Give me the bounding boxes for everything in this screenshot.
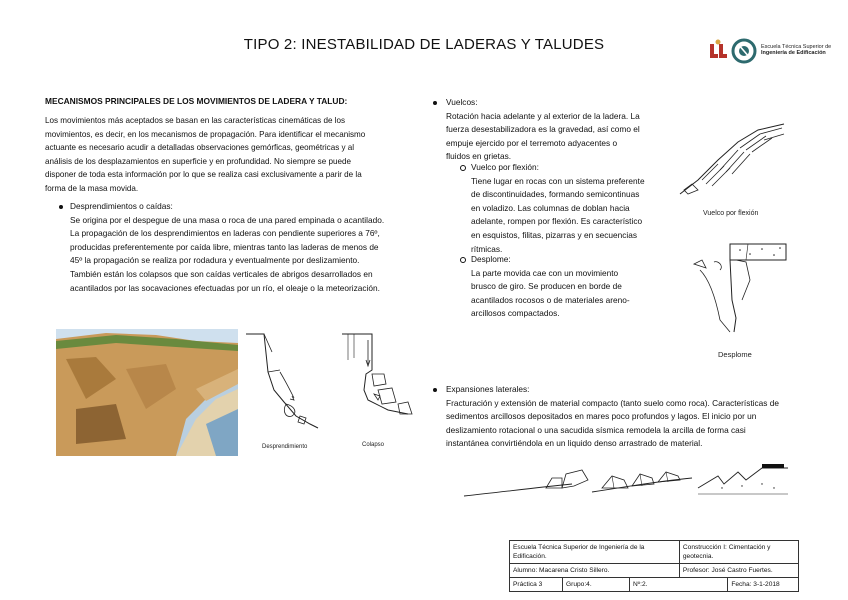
vuelco-flexion-title: Vuelco por flexión: [471,162,539,172]
vuelco-flexion-line: adelante, rompen por flexión. Es característico [471,216,643,227]
vuelco-flexion-diagram [678,120,788,200]
expansiones-title: Expansiones laterales: [446,384,530,394]
intro-line: Los movimientos más aceptados se basan en las características cinemáticas de los [45,116,346,125]
caption-vuelco: Vuelco por flexión [703,210,759,217]
vuelcos-line: empuje ejercido por el terremoto adyacentes o [446,137,618,148]
expansiones-line: Fracturación y extensión de material compacto (tanto suelo como roca). Características de [446,397,779,408]
desplome-title: Desplome: [471,254,511,264]
desprendimientos-line: La propagación de los desprendimientos en laderas con pendiente superiores a 76º, [70,228,380,239]
university-seal-icon [706,36,758,66]
expansiones-block [446,383,816,451]
vuelcos-block [446,96,678,164]
desplome-diagram [690,240,790,340]
vuelco-flexion-line: de discontinuidades, formando semicontinuas [471,189,640,200]
bullet-icon [59,205,63,209]
intro-line: actuante es necesario acudir a detalladas observaciones gemórficas, geométricas y al [45,143,355,152]
sub-bullet-icon [460,165,466,171]
footer-course: Construcción I: Cimentación y geotecnia. [679,541,798,564]
intro-line: disponer de toda esta información por lo que se realiza casi exclusivamente a parir de la [45,170,362,179]
footer-table [509,540,799,592]
desprendimientos-line: acantilados por las socavaciones efectuadas por un río, el oleaje o la meteorización. [70,282,380,293]
footer-school: Escuela Técnica Superior de Ingeniería de la Edificación. [510,541,680,564]
logo-text-line2: Ingeniería de Edificación [761,50,826,56]
footer-student: Alumno: Macarena Cristo Sillero. [510,564,680,578]
vuelco-flexion-line: en voladizo. Las columnas de doblan hacia [471,202,630,213]
desplome-line: brusco de giro. Se producen en borde de [471,281,622,292]
desplome-line: arcillosos compactados. [471,308,560,319]
vuelcos-line: fluidos en grietas. [446,151,512,162]
footer-group: Grupo:4. [563,578,630,592]
intro-paragraph [45,114,405,195]
school-logo [706,36,832,66]
desprendimientos-line: producidas preferentemente por caída libre, mientras tanto las laderas de menos de [70,241,379,252]
intro-line: forma de la masa movida. [45,183,139,193]
vuelco-flexion-block [471,161,676,256]
cliff-photo [56,329,238,456]
vuelco-flexion-line: Tiene lugar en rocas con un sistema preferente [471,175,645,186]
footer-number: Nº:2. [630,578,728,592]
vuelco-flexion-line: rítmicas. [471,243,503,254]
footer-date: Fecha: 3-1-2018 [728,578,799,592]
logo-text-line1: Escuela Técnica Superior de [761,44,832,50]
caption-desprendimiento: Desprendimiento [262,444,308,450]
desplome-block [471,253,676,321]
desprendimientos-line: 45º la propagación se realiza por rodadura y eventualmente por deslizamiento. [70,255,360,266]
bullet-icon [433,388,437,392]
sub-bullet-icon [460,257,466,263]
caption-desplome: Desplome [718,350,752,359]
footer-practice: Práctica 3 [510,578,563,592]
desprendimientos-block [70,200,415,295]
expansiones-line: deslizamiento rotacional o una sacudida sísmica remodela la arcilla de forma casi [446,424,746,435]
bullet-icon [433,101,437,105]
expansion-diagram [462,458,792,504]
desprendimiento-diagram [244,332,324,442]
desprendimientos-line: También están los colapsos que son caídas verticales de abrigos desarrollados en [70,268,373,279]
desplome-line: acantilados rocosos o de materiales areno- [471,294,630,305]
caption-colapso: Colapso [362,442,385,448]
desplome-line: La parte movida cae con un movimiento [471,267,619,278]
vuelcos-title: Vuelcos: [446,97,478,107]
vuelcos-line: Rotación hacia adelante y al exterior de la ladera. La [446,110,640,121]
vuelco-flexion-line: en esquistos, filitas, pizarras y en secuencias [471,229,638,240]
colapso-diagram [338,330,418,440]
vuelcos-line: fuerza desestabilizadora es la gravedad, así como el [446,124,640,135]
expansiones-line: sedimentos arcillosos depositados en mares poco profundos y lagos. El inicio por un [446,411,757,422]
intro-line: movimientos, es decir, en los mecanismos de propagación. Para identificar el mecanismo [45,129,366,139]
desprendimientos-line: Se origina por el despegue de una masa o roca de una pared empinada o acantilado. [70,214,385,225]
intro-line: análisis de los desplazamientos en superficie y en profundidad. No siempre se puede [45,156,351,166]
footer-teacher: Profesor: José Castro Fuertes. [679,564,798,578]
expansiones-line: instantánea convirtiéndola en un liquido denso arrastrado de material. [446,438,703,449]
section-heading: MECANISMOS PRINCIPALES DE LOS MOVIMIENTOS DE LADERA Y TALUD: [45,96,348,106]
desprendimientos-title: Desprendimientos o caídas: [70,201,173,211]
page-title: TIPO 2: INESTABILIDAD DE LADERAS Y TALUDES [243,36,605,53]
